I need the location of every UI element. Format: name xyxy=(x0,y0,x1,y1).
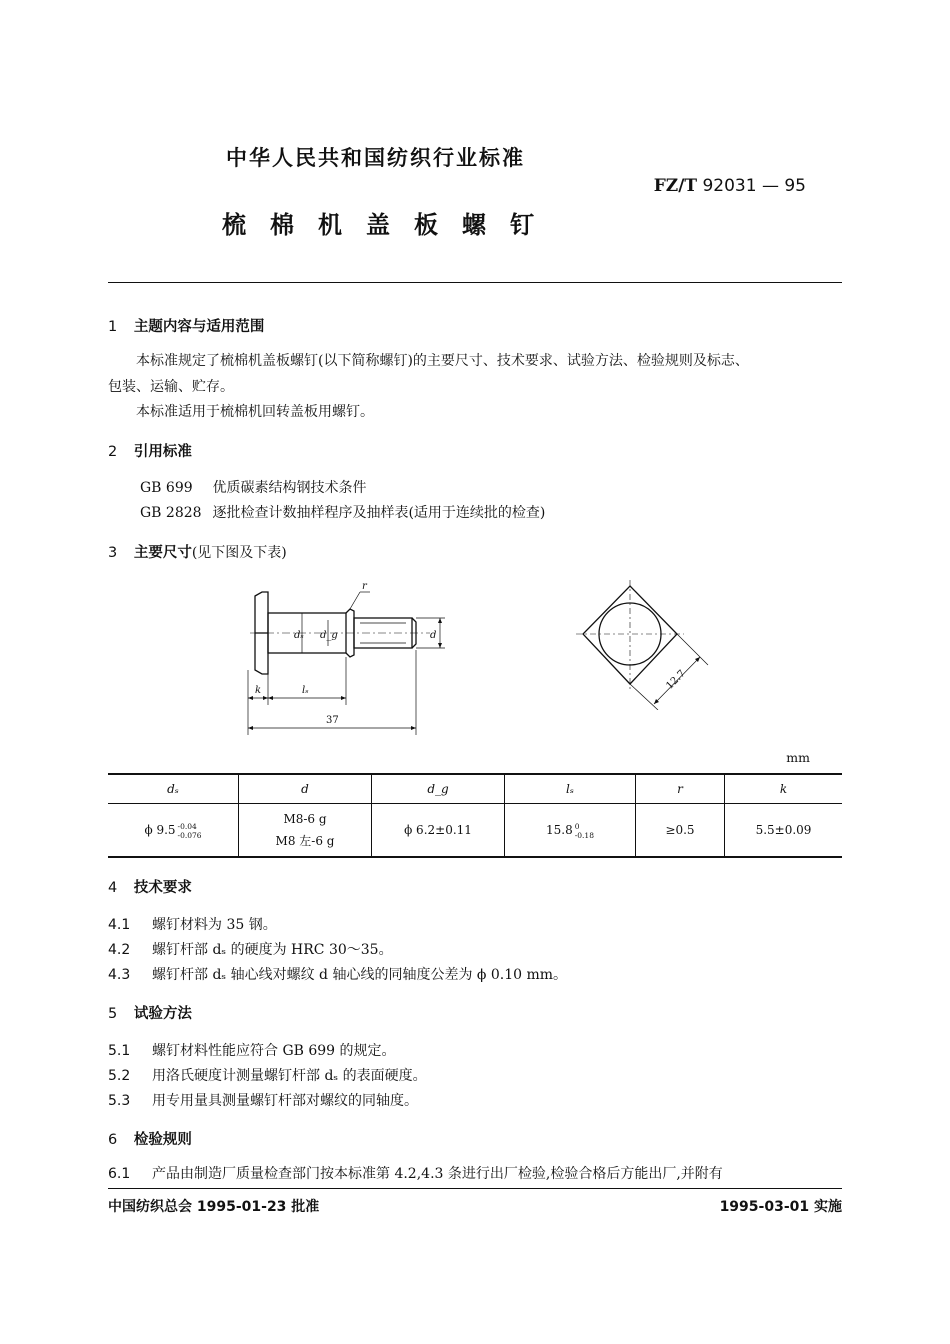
reference-desc: 逐批检查计数抽样程序及抽样表(适用于连续批的检查) xyxy=(212,505,546,521)
standard-code xyxy=(654,176,806,196)
clause-number: 5.1 xyxy=(108,1043,131,1059)
section-5-number: 5 xyxy=(108,1006,118,1022)
approval-date: 中国纺织总会 1995-01-23 批准 xyxy=(108,1199,320,1215)
table-header-d: d xyxy=(239,774,372,804)
document-title: 梳棉机盖板螺钉 xyxy=(222,211,558,239)
table-cell-ds xyxy=(108,804,239,858)
clause-number: 5.3 xyxy=(108,1093,131,1109)
reference-desc: 优质碳素结构钢技术条件 xyxy=(212,480,367,496)
clause-5-1 xyxy=(108,1040,396,1060)
section-1-number: 1 xyxy=(108,319,118,335)
standard-organization: 中华人民共和国纺织行业标准 xyxy=(226,146,525,170)
section-4-heading xyxy=(108,876,192,897)
section-3-number: 3 xyxy=(108,545,118,561)
label-k: k xyxy=(255,685,262,696)
label-d: d xyxy=(430,630,437,641)
clause-number: 4.2 xyxy=(108,942,131,958)
header-rule xyxy=(108,282,842,283)
table-cell-k: 5.5±0.09 xyxy=(725,804,843,858)
section-1-heading xyxy=(108,315,264,336)
standard-code-prefix: FZ/T xyxy=(653,176,698,196)
section-3-title: 主要尺寸 xyxy=(133,545,192,561)
footer-rule xyxy=(108,1188,842,1189)
table-cell-ls xyxy=(505,804,636,858)
clause-text: 螺钉杆部 dₛ 轴心线对螺纹 d 轴心线的同轴度公差为 ϕ 0.10 mm。 xyxy=(152,967,568,983)
clause-text: 产品由制造厂质量检查部门按本标准第 4.2,4.3 条进行出厂检验,检验合格后方能出厂,并附有 xyxy=(152,1166,723,1182)
ds-base: ϕ 9.5 xyxy=(144,823,176,837)
reference-gb2828 xyxy=(140,502,545,522)
clause-text: 螺钉材料为 35 钢。 xyxy=(152,917,277,933)
section-2-heading xyxy=(108,440,192,461)
section-4-title: 技术要求 xyxy=(133,880,192,896)
label-dg: d_g xyxy=(320,630,338,641)
clause-5-2 xyxy=(108,1065,427,1085)
clause-number: 6.1 xyxy=(108,1166,131,1182)
clause-number: 4.3 xyxy=(108,967,131,983)
table-cell-r: ≥0.5 xyxy=(636,804,725,858)
label-length: 37 xyxy=(326,715,339,726)
section-2-number: 2 xyxy=(108,444,118,460)
ds-lower-tolerance: -0.076 xyxy=(177,830,202,840)
section-3-heading xyxy=(108,541,287,562)
ls-base: 15.8 xyxy=(546,823,573,837)
table-unit: mm xyxy=(786,750,810,765)
table-cell-dg: ϕ 6.2±0.11 xyxy=(372,804,505,858)
clause-4-2 xyxy=(108,939,393,959)
clause-6-1 xyxy=(108,1163,723,1183)
table-header-dg: d_g xyxy=(372,774,505,804)
d-line-1: M8-6 g xyxy=(283,812,327,826)
clause-text: 螺钉材料性能应符合 GB 699 的规定。 xyxy=(152,1043,396,1059)
table-header-r: r xyxy=(636,774,725,804)
table-row xyxy=(108,804,842,858)
clause-4-3 xyxy=(108,964,567,984)
section-1-title: 主题内容与适用范围 xyxy=(133,319,265,335)
reference-code: GB 699 xyxy=(140,480,193,496)
section-1-para-1-line-1: 本标准规定了梳棉机盖板螺钉(以下简称螺钉)的主要尺寸、技术要求、试验方法、检验规则及标志、 xyxy=(136,353,749,369)
clause-4-1 xyxy=(108,914,277,934)
label-r: r xyxy=(362,581,367,592)
section-6-title: 检验规则 xyxy=(133,1132,192,1148)
table-header-row xyxy=(108,774,842,804)
bolt-side-view-drawing xyxy=(230,580,470,740)
section-5-title: 试验方法 xyxy=(133,1006,192,1022)
table-header-ds: dₛ xyxy=(108,774,239,804)
section-6-number: 6 xyxy=(108,1132,118,1148)
standard-code-number: 92031 — 95 xyxy=(702,176,806,196)
section-2-title: 引用标准 xyxy=(133,444,192,460)
ls-upper-tolerance: 0 xyxy=(574,821,580,831)
dimensions-table xyxy=(108,773,842,858)
clause-text: 用专用量具测量螺钉杆部对螺纹的同轴度。 xyxy=(152,1093,418,1109)
implementation-date: 1995-03-01 实施 xyxy=(719,1199,842,1215)
square-head-end-view-drawing xyxy=(570,580,720,710)
table-cell-d xyxy=(239,804,372,858)
label-across-flats: 12.7 xyxy=(664,668,688,692)
ds-upper-tolerance: -0.04 xyxy=(177,821,197,831)
d-line-2: M8 左-6 g xyxy=(275,834,335,848)
label-ds: dₛ xyxy=(294,630,304,641)
table-header-ls: lₛ xyxy=(505,774,636,804)
section-4-number: 4 xyxy=(108,880,118,896)
section-1-para-2: 本标准适用于梳棉机回转盖板用螺钉。 xyxy=(136,404,374,420)
clause-text: 用洛氏硬度计测量螺钉杆部 dₛ 的表面硬度。 xyxy=(152,1068,427,1084)
reference-code: GB 2828 xyxy=(140,505,202,521)
ls-lower-tolerance: -0.18 xyxy=(574,830,594,840)
section-1-para-1-line-2: 包装、运输、贮存。 xyxy=(108,379,234,395)
section-6-heading xyxy=(108,1128,192,1149)
table-header-k: k xyxy=(725,774,843,804)
clause-text: 螺钉杆部 dₛ 的硬度为 HRC 30～35。 xyxy=(152,942,393,958)
clause-number: 5.2 xyxy=(108,1068,131,1084)
reference-gb699 xyxy=(140,477,366,497)
clause-number: 4.1 xyxy=(108,917,131,933)
section-3-note: (见下图及下表) xyxy=(191,545,287,561)
section-5-heading xyxy=(108,1002,192,1023)
clause-5-3 xyxy=(108,1090,418,1110)
label-ls: lₛ xyxy=(302,685,309,696)
